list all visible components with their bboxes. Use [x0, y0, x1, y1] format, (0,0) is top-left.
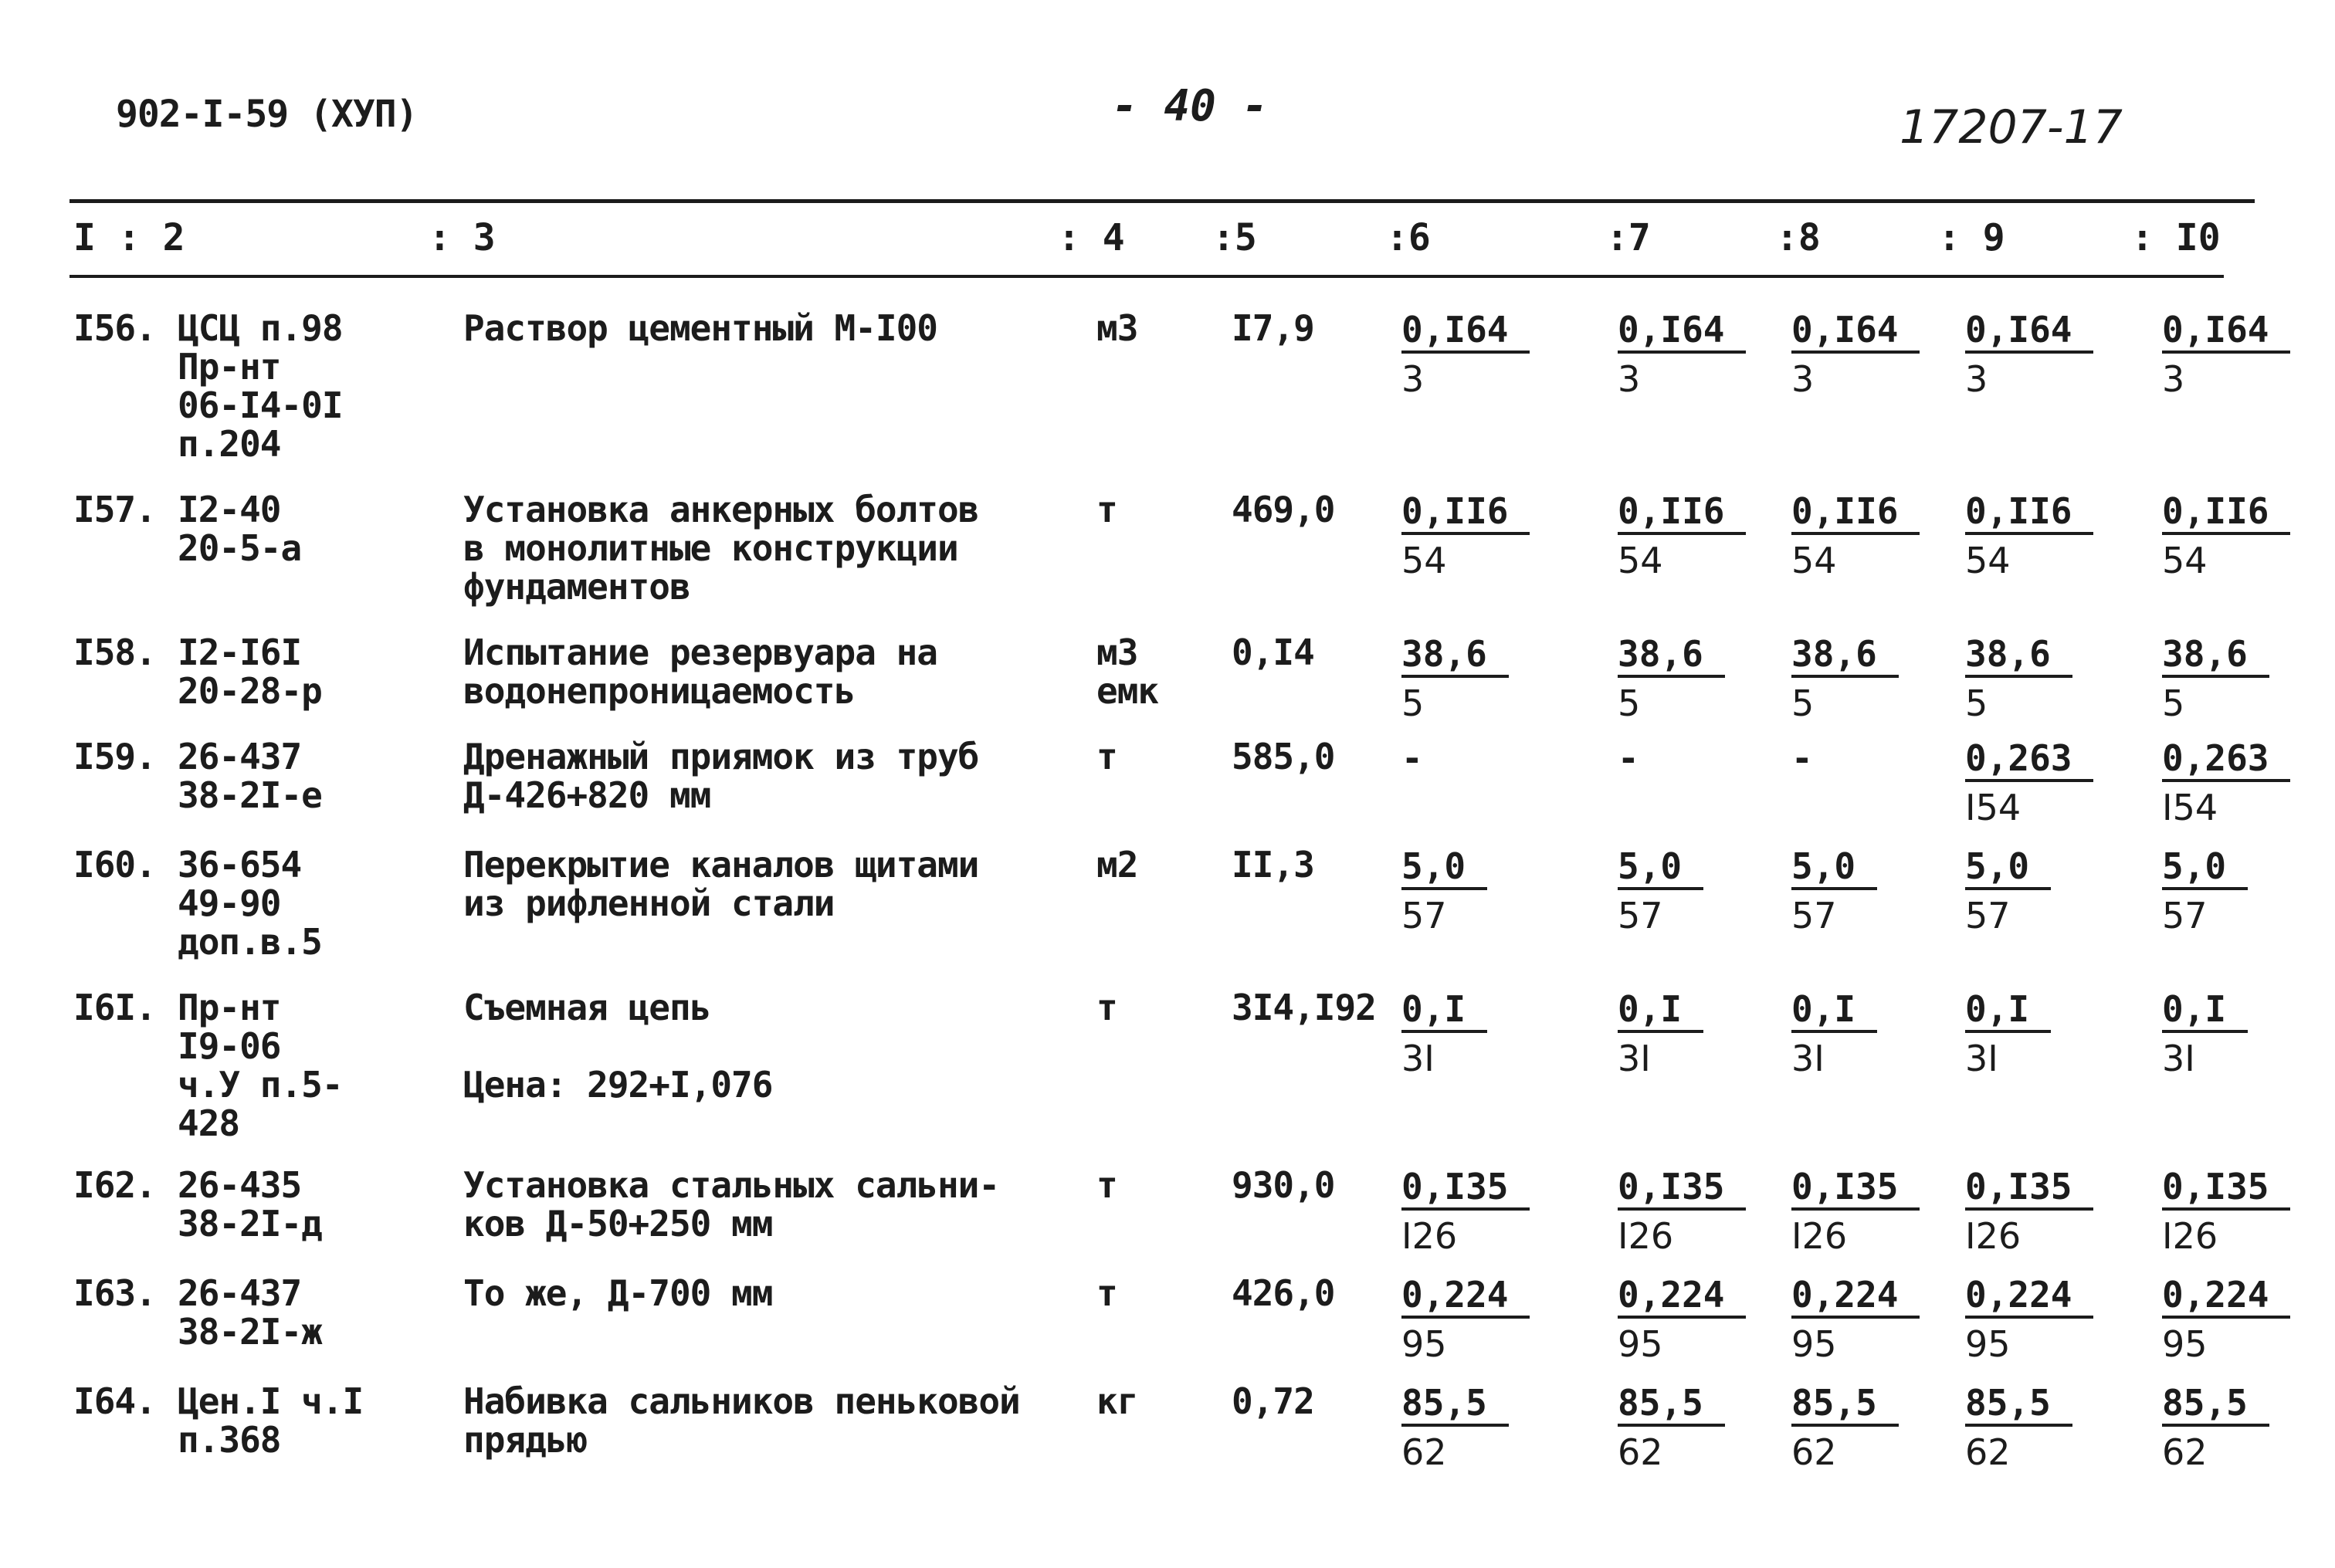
column-header-8: :8 — [1776, 216, 1821, 259]
unit-price: 585,0 — [1232, 736, 1335, 777]
fraction-numerator: 0,II6 — [1401, 490, 1530, 535]
fraction-denominator: 95 — [1965, 1323, 2011, 1365]
value-fraction — [1965, 984, 2051, 1082]
unit-of-measure-line: т — [1096, 736, 1117, 777]
column-header-6: :6 — [1386, 216, 1431, 259]
work-description-line: ков Д-50+250 мм — [463, 1203, 773, 1245]
value-fraction — [1965, 733, 2093, 831]
norm-reference-line: 20-5-а — [178, 527, 302, 569]
fraction-numerator: 85,5 — [1618, 1382, 1725, 1427]
norm-reference-line: п.368 — [178, 1419, 281, 1461]
empty-value-dash: - — [1401, 737, 1423, 779]
fraction-denominator: 57 — [1791, 895, 1837, 936]
norm-reference — [178, 845, 322, 961]
work-description-line: Цена: 292+I,076 — [463, 1064, 773, 1106]
value-fraction — [1401, 1269, 1530, 1368]
fraction-denominator: 95 — [1401, 1323, 1447, 1365]
row-number: I59. — [73, 736, 156, 777]
work-description-line: из рифленной стали — [463, 882, 835, 924]
value-fraction — [1791, 486, 1920, 584]
fraction-denominator: 57 — [1401, 895, 1447, 936]
column-header-4: : 4 — [1058, 216, 1125, 259]
unit-of-measure-line: т — [1096, 987, 1117, 1028]
row-number: I6I. — [73, 987, 156, 1028]
work-description-line: Установка стальных сальни- — [463, 1164, 1000, 1206]
fraction-denominator: 5 — [1791, 682, 1815, 724]
column-header-7: :7 — [1606, 216, 1651, 259]
fraction-denominator: 5 — [1965, 682, 1988, 724]
norm-reference-line: ч.У п.5- — [178, 1064, 343, 1106]
fraction-denominator: 62 — [1965, 1431, 2011, 1473]
fraction-denominator: I26 — [1791, 1215, 1848, 1257]
unit-price: II,3 — [1232, 844, 1314, 886]
fraction-denominator: I26 — [1401, 1215, 1458, 1257]
unit-of-measure — [1096, 1166, 1117, 1204]
work-description-line: Установка анкерных болтов — [463, 489, 979, 530]
work-description-line: Набивка сальников пеньковой — [463, 1380, 1020, 1422]
value-fraction — [2162, 1269, 2290, 1368]
norm-reference-line: 26-437 — [178, 736, 302, 777]
value-fraction — [1965, 628, 2072, 727]
empty-value-dash: - — [1791, 737, 1813, 779]
unit-price: 469,0 — [1232, 489, 1335, 530]
work-description-line: Перекрытие каналов щитами — [463, 844, 979, 886]
fraction-numerator: 5,0 — [2162, 845, 2248, 890]
fraction-denominator: 54 — [2162, 540, 2208, 581]
fraction-denominator: 3 — [1401, 358, 1425, 400]
fraction-numerator: 38,6 — [1965, 633, 2072, 678]
fraction-denominator: 3I — [1401, 1038, 1435, 1079]
norm-reference-line: 06-I4-0I — [178, 384, 343, 426]
row-number: I56. — [73, 307, 156, 349]
value-fraction — [1791, 628, 1899, 727]
norm-reference-line: 26-437 — [178, 1272, 302, 1314]
unit-of-measure-line: кг — [1096, 1380, 1138, 1422]
work-description-line: Съемная цепь — [463, 987, 711, 1028]
fraction-denominator: 54 — [1618, 540, 1663, 581]
fraction-numerator: 0,I35 — [1618, 1166, 1746, 1211]
fraction-numerator: 85,5 — [1965, 1382, 2072, 1427]
fraction-numerator: 0,224 — [1965, 1274, 2093, 1319]
value-fraction — [2162, 733, 2290, 831]
fraction-numerator: 0,224 — [1618, 1274, 1746, 1319]
fraction-numerator: 85,5 — [2162, 1382, 2269, 1427]
value-fraction — [1618, 1377, 1725, 1476]
fraction-denominator: 3 — [1618, 358, 1641, 400]
fraction-denominator: 3I — [1791, 1038, 1825, 1079]
fraction-numerator: 0,I64 — [1965, 309, 2093, 354]
fraction-numerator: 38,6 — [2162, 633, 2269, 678]
unit-price: I7,9 — [1232, 307, 1314, 349]
fraction-denominator: 95 — [2162, 1323, 2208, 1365]
value-fraction — [1791, 304, 1920, 403]
norm-reference-line: 26-435 — [178, 1164, 302, 1206]
fraction-denominator: 62 — [1618, 1431, 1663, 1473]
norm-reference-line: ЦСЦ п.98 — [178, 307, 343, 349]
fraction-denominator: 95 — [1791, 1323, 1837, 1365]
value-fraction — [1618, 984, 1703, 1082]
fraction-numerator: 0,224 — [2162, 1274, 2290, 1319]
fraction-numerator: 0,224 — [1401, 1274, 1530, 1319]
fraction-numerator: 0,I64 — [1791, 309, 1920, 354]
fraction-numerator: 0,263 — [2162, 737, 2290, 782]
column-header-3: : 3 — [429, 216, 496, 259]
fraction-numerator: 0,II6 — [2162, 490, 2290, 535]
fraction-numerator: 0,I — [1791, 988, 1877, 1033]
value-fraction — [1791, 1161, 1920, 1260]
fraction-numerator: 38,6 — [1618, 633, 1725, 678]
fraction-numerator: 5,0 — [1618, 845, 1703, 890]
work-description-line — [463, 1027, 772, 1065]
fraction-numerator: 0,II6 — [1791, 490, 1920, 535]
work-description-line: Дренажный приямок из труб — [463, 736, 979, 777]
fraction-denominator: 3 — [2162, 358, 2185, 400]
work-description — [463, 988, 772, 1104]
fraction-numerator: 0,I — [2162, 988, 2248, 1033]
norm-reference — [178, 1382, 363, 1459]
fraction-denominator: 5 — [2162, 682, 2185, 724]
column-header-9: : 9 — [1938, 216, 2005, 259]
value-fraction — [1618, 486, 1746, 584]
work-description-line: То же, Д-700 мм — [463, 1272, 773, 1314]
fraction-denominator: 62 — [1401, 1431, 1447, 1473]
unit-of-measure-line: т — [1096, 1164, 1117, 1206]
unit-of-measure — [1096, 1382, 1137, 1421]
document-code: 902-I-59 (ХУП) — [116, 93, 418, 136]
value-fraction — [1791, 1269, 1920, 1368]
fraction-numerator: 0,I — [1965, 988, 2051, 1033]
value-fraction — [2162, 628, 2269, 727]
value-fraction — [1965, 304, 2093, 403]
fraction-numerator: 0,I64 — [2162, 309, 2290, 354]
fraction-numerator: 0,263 — [1965, 737, 2093, 782]
value-fraction — [1401, 1161, 1530, 1260]
unit-of-measure-line: емк — [1096, 670, 1159, 712]
unit-of-measure — [1096, 309, 1137, 347]
work-description — [463, 845, 978, 923]
unit-price: 0,72 — [1232, 1380, 1314, 1422]
unit-price: 3I4,I92 — [1232, 987, 1376, 1028]
fraction-denominator: I26 — [2162, 1215, 2218, 1257]
value-fraction — [1791, 841, 1877, 940]
work-description — [463, 490, 978, 606]
norm-reference-line: 38-2I-е — [178, 774, 322, 816]
value-fraction — [1401, 486, 1530, 584]
fraction-denominator: 62 — [1791, 1431, 1837, 1473]
value-fraction — [1965, 1161, 2093, 1260]
unit-of-measure — [1096, 845, 1137, 884]
value-fraction — [1965, 1377, 2072, 1476]
work-description — [463, 1166, 999, 1243]
value-fraction — [2162, 841, 2248, 940]
work-description-line: в монолитные конструкции — [463, 527, 958, 569]
fraction-denominator: I26 — [1965, 1215, 2022, 1257]
norm-reference-line: 38-2I-ж — [178, 1311, 322, 1353]
work-description-line: Д-426+820 мм — [463, 774, 711, 816]
norm-reference-line: Пр-нт — [178, 346, 281, 388]
value-fraction — [1791, 1377, 1899, 1476]
norm-reference — [178, 1274, 322, 1351]
fraction-denominator: 54 — [1401, 540, 1447, 581]
work-description — [463, 1382, 1020, 1459]
row-number: I60. — [73, 844, 156, 886]
norm-reference-line: I9-06 — [178, 1025, 281, 1067]
unit-of-measure-line: м2 — [1096, 844, 1138, 886]
fraction-denominator: 95 — [1618, 1323, 1663, 1365]
fraction-numerator: 0,I35 — [2162, 1166, 2290, 1211]
fraction-numerator: 0,I — [1618, 988, 1703, 1033]
unit-price: 0,I4 — [1232, 632, 1314, 673]
norm-reference-line: Пр-нт — [178, 987, 281, 1028]
work-description — [463, 633, 937, 710]
value-fraction — [1618, 628, 1725, 727]
fraction-numerator: 0,I35 — [1965, 1166, 2093, 1211]
fraction-numerator: 0,I64 — [1401, 309, 1530, 354]
page-number: - 40 - — [1112, 81, 1269, 131]
value-fraction — [1965, 486, 2093, 584]
fraction-numerator: 0,224 — [1791, 1274, 1920, 1319]
unit-of-measure — [1096, 988, 1117, 1027]
fraction-numerator: 0,I35 — [1791, 1166, 1920, 1211]
fraction-numerator: 0,II6 — [1965, 490, 2093, 535]
value-fraction — [1401, 304, 1530, 403]
fraction-numerator: 0,I64 — [1618, 309, 1746, 354]
row-number: I58. — [73, 632, 156, 673]
fraction-numerator: 38,6 — [1791, 633, 1899, 678]
fraction-denominator: 3I — [2162, 1038, 2195, 1079]
norm-reference-line: I2-40 — [178, 489, 281, 530]
value-fraction — [1965, 841, 2051, 940]
norm-reference-line: 20-28-р — [178, 670, 322, 712]
work-description-line: Раствор цементный М-I00 — [463, 307, 937, 349]
norm-reference — [178, 1166, 322, 1243]
work-description — [463, 1274, 772, 1312]
fraction-numerator: 0,I35 — [1401, 1166, 1530, 1211]
work-description-line: фундаментов — [463, 566, 690, 608]
fraction-denominator: 3 — [1791, 358, 1815, 400]
fraction-numerator: 5,0 — [1965, 845, 2051, 890]
unit-price: 426,0 — [1232, 1272, 1335, 1314]
fraction-numerator: 5,0 — [1401, 845, 1487, 890]
work-description-line: Испытание резервуара на — [463, 632, 937, 673]
fraction-numerator: 85,5 — [1401, 1382, 1509, 1427]
unit-of-measure — [1096, 490, 1117, 529]
norm-reference-line: I2-I6I — [178, 632, 302, 673]
norm-reference — [178, 737, 322, 814]
fraction-denominator: 5 — [1618, 682, 1641, 724]
value-fraction — [1401, 841, 1487, 940]
norm-reference-line: 49-90 — [178, 882, 281, 924]
fraction-denominator: 3I — [1965, 1038, 1998, 1079]
value-fraction — [1791, 984, 1877, 1082]
fraction-denominator: 3I — [1618, 1038, 1651, 1079]
row-number: I63. — [73, 1272, 156, 1314]
fraction-numerator: 0,I — [1401, 988, 1487, 1033]
unit-of-measure — [1096, 737, 1117, 776]
work-description-line: водонепроницаемость — [463, 670, 856, 712]
unit-of-measure-line: м3 — [1096, 632, 1138, 673]
table-top-rule — [69, 199, 2255, 203]
fraction-denominator: I54 — [2162, 787, 2218, 828]
value-fraction — [2162, 304, 2290, 403]
value-fraction — [2162, 984, 2248, 1082]
row-number: I57. — [73, 489, 156, 530]
fraction-denominator: 5 — [1401, 682, 1425, 724]
unit-of-measure-line: м3 — [1096, 307, 1138, 349]
archive-number: 17207-17 — [1900, 100, 2123, 154]
norm-reference — [178, 633, 322, 710]
fraction-denominator: 57 — [1965, 895, 2011, 936]
fraction-numerator: 85,5 — [1791, 1382, 1899, 1427]
fraction-denominator: I26 — [1618, 1215, 1674, 1257]
fraction-denominator: I54 — [1965, 787, 2022, 828]
norm-reference-line: 38-2I-д — [178, 1203, 322, 1245]
value-fraction — [2162, 1161, 2290, 1260]
table-header-rule — [69, 275, 2224, 278]
unit-of-measure-line: т — [1096, 489, 1117, 530]
unit-of-measure — [1096, 1274, 1117, 1312]
norm-reference — [178, 988, 343, 1143]
value-fraction — [1618, 304, 1746, 403]
norm-reference-line: 36-654 — [178, 844, 302, 886]
value-fraction — [1618, 1269, 1746, 1368]
empty-value-dash: - — [1618, 737, 1639, 779]
value-fraction — [1618, 841, 1703, 940]
value-fraction — [2162, 486, 2290, 584]
value-fraction — [1965, 1269, 2093, 1368]
value-fraction — [1401, 1377, 1509, 1476]
row-number: I62. — [73, 1164, 156, 1206]
column-header-5: :5 — [1212, 216, 1257, 259]
fraction-denominator: 57 — [2162, 895, 2208, 936]
fraction-denominator: 62 — [2162, 1431, 2208, 1473]
fraction-numerator: 5,0 — [1791, 845, 1877, 890]
fraction-denominator: 54 — [1791, 540, 1837, 581]
norm-reference — [178, 309, 343, 463]
row-number: I64. — [73, 1380, 156, 1422]
norm-reference — [178, 490, 301, 567]
unit-of-measure-line: т — [1096, 1272, 1117, 1314]
value-fraction — [1401, 628, 1509, 727]
unit-price: 930,0 — [1232, 1164, 1335, 1206]
value-fraction — [2162, 1377, 2269, 1476]
work-description — [463, 737, 978, 814]
fraction-denominator: 57 — [1618, 895, 1663, 936]
column-header-10: : I0 — [2131, 216, 2221, 259]
fraction-denominator: 54 — [1965, 540, 2011, 581]
work-description-line: прядью — [463, 1419, 588, 1461]
unit-of-measure — [1096, 633, 1158, 710]
fraction-denominator: 3 — [1965, 358, 1988, 400]
value-fraction — [1618, 1161, 1746, 1260]
column-header-1-2: I : 2 — [73, 216, 185, 259]
norm-reference-line: Цен.I ч.I — [178, 1380, 364, 1422]
norm-reference-line: доп.в.5 — [178, 921, 322, 963]
norm-reference-line: 428 — [178, 1102, 240, 1144]
fraction-numerator: 0,II6 — [1618, 490, 1746, 535]
norm-reference-line: п.204 — [178, 423, 281, 465]
value-fraction — [1401, 984, 1487, 1082]
fraction-numerator: 38,6 — [1401, 633, 1509, 678]
work-description — [463, 309, 937, 347]
